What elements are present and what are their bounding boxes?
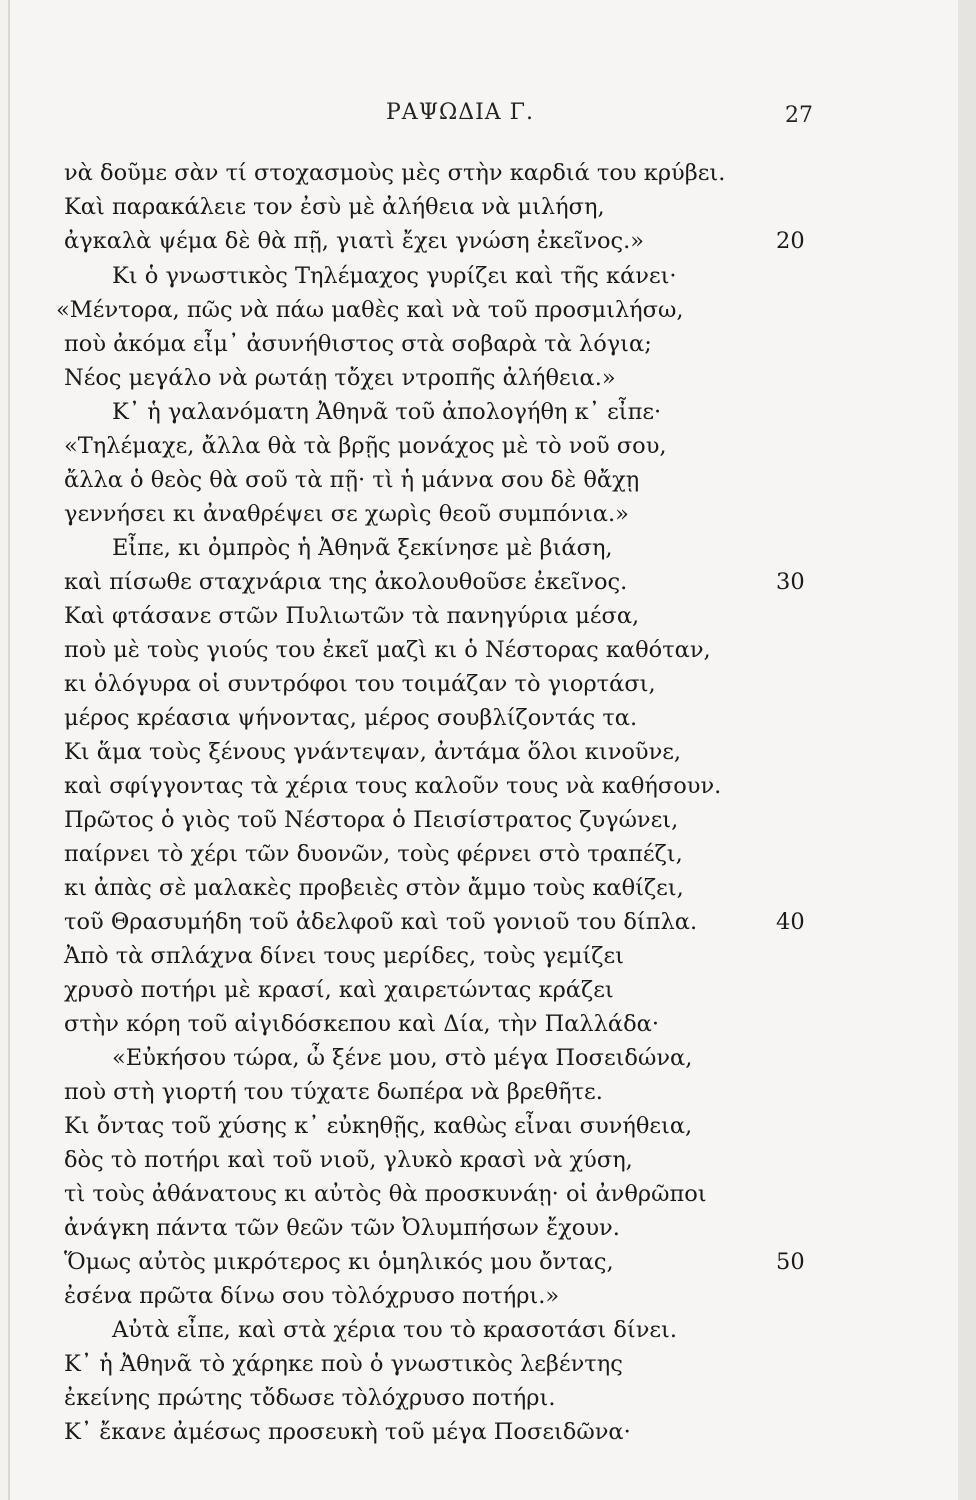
line-number: 30 bbox=[776, 569, 805, 595]
verse-line: Πρῶτος ὁ γιὸς τοῦ Νέστορα ὁ Πεισίστρατος ζυγώνει, bbox=[64, 807, 679, 833]
verse-line: παίρνει τὸ χέρι τῶν δυονῶν, τοὺς φέρνει στὸ τραπέζι, bbox=[64, 841, 683, 867]
verse-line: Κι ὄντας τοῦ χύσης κ᾿ εὐκηθῇς, καθὼς εἶναι συνήθεια, bbox=[64, 1113, 693, 1139]
verse-line: Κ᾿ ἡ Ἀθηνᾶ τὸ χάρηκε ποὺ ὁ γνωστικὸς λεβέντης bbox=[64, 1351, 623, 1377]
verse-line: κι ἀπὰς σὲ μαλακὲς προβειὲς στὸν ἄμμο τοὺς καθίζει, bbox=[64, 875, 684, 901]
verse-line: Κ᾿ ἡ γαλανόματη Ἀθηνᾶ τοῦ ἀπολογήθη κ᾿ εἶπε· bbox=[112, 399, 662, 425]
verse-line: Καὶ παρακάλειε τον ἐσὺ μὲ ἀλήθεια νὰ μιλήση, bbox=[64, 194, 605, 220]
running-header-title: ΡΑΨΩΔΙΑ Γ. bbox=[386, 100, 534, 125]
verse-line: γεννήσει κι ἀναθρέψει σε χωρὶς θεοῦ συμπόνια.» bbox=[64, 501, 629, 527]
verse-line: ἐκείνης πρώτης τὄδωσε τὸλόχρυσο ποτήρι. bbox=[64, 1385, 556, 1411]
verse-line: ἐσένα πρῶτα δίνω σου τὸλόχρυσο ποτήρι.» bbox=[64, 1283, 560, 1309]
verse-line: νὰ δοῦμε σὰν τί στοχασμοὺς μὲς στὴν καρδιά του κρύβει. bbox=[64, 160, 726, 186]
line-number: 20 bbox=[776, 228, 805, 254]
verse-line: καὶ πίσωθε σταχνάρια της ἀκολουθοῦσε ἐκεῖνος. bbox=[64, 569, 628, 595]
verse-line: «Τηλέμαχε, ἄλλα θὰ τὰ βρῇς μονάχος μὲ τὸ νοῦ σου, bbox=[64, 433, 667, 459]
verse-line: Αὐτὰ εἶπε, καὶ στὰ χέρια του τὸ κρασοτάσι δίνει. bbox=[112, 1317, 678, 1343]
verse-line: Κι ὁ γνωστικὸς Τηλέμαχος γυρίζει καὶ τῆς κάνει· bbox=[112, 263, 677, 289]
verse-line: ἄλλα ὁ θεὸς θὰ σοῦ τὰ πῇ· τὶ ἡ μάννα σου δὲ θἄχῃ bbox=[64, 467, 640, 493]
verse-line: Καὶ φτάσανε στῶν Πυλιωτῶν τὰ πανηγύρια μέσα, bbox=[64, 603, 640, 629]
verse-line: Ὅμως αὐτὸς μικρότερος κι ὁμηλικός μου ὄντας, bbox=[64, 1249, 614, 1275]
verse-line: ποὺ στὴ γιορτή του τύχατε δωπέρα νὰ βρεθῆτε. bbox=[64, 1079, 603, 1105]
page-number: 27 bbox=[785, 103, 813, 128]
line-number: 40 bbox=[776, 909, 805, 935]
verse-line: Εἶπε, κι ὀμπρὸς ἡ Ἀθηνᾶ ξεκίνησε μὲ βιάση, bbox=[112, 535, 613, 561]
verse-line: χρυσὸ ποτήρι μὲ κρασί, καὶ χαιρετώντας κράζει bbox=[64, 977, 614, 1003]
verse-line: ἀγκαλὰ ψέμα δὲ θὰ πῇ, γιατὶ ἔχει γνώση ἐκεῖνος.» bbox=[64, 228, 645, 254]
verse-line: τὶ τοὺς ἀθάνατους κι αὐτὸς θὰ προσκυνάῃ· οἱ ἀνθρῶποι bbox=[64, 1181, 707, 1207]
verse-line: Ἀπὸ τὰ σπλάχνα δίνει τους μερίδες, τοὺς γεμίζει bbox=[64, 943, 624, 969]
verse-line: καὶ σφίγγοντας τὰ χέρια τους καλοῦν τους νὰ καθήσουν. bbox=[64, 773, 722, 799]
verse-line: ἀνάγκη πάντα τῶν θεῶν τῶν Ὀλυμπήσων ἔχουν. bbox=[64, 1215, 620, 1241]
verse-line: ποὺ ἀκόμα εἶμ᾿ ἀσυνήθιστος στὰ σοβαρὰ τὰ λόγια; bbox=[64, 331, 652, 357]
verse-line: ποὺ μὲ τοὺς γιούς του ἐκεῖ μαζὶ κι ὁ Νέστορας καθόταν, bbox=[64, 637, 711, 663]
verse-line: κι ὁλόγυρα οἱ συντρόφοι του τοιμάζαν τὸ γιορτάσι, bbox=[64, 671, 656, 697]
verse-line: Κ᾿ ἔκανε ἀμέσως προσευκὴ τοῦ μέγα Ποσειδῶνα· bbox=[64, 1419, 631, 1445]
verse-line: Κι ἅμα τοὺς ξένους γνάντεψαν, ἀντάμα ὅλοι κινοῦνε, bbox=[64, 739, 682, 765]
verse-line: τοῦ Θρασυμήδη τοῦ ἀδελφοῦ καὶ τοῦ γονιοῦ του δίπλα. bbox=[64, 909, 698, 935]
verse-line: «Μέντορα, πῶς νὰ πάω μαθὲς καὶ νὰ τοῦ προσμιλήσω, bbox=[56, 297, 684, 323]
verse-line: στὴν κόρη τοῦ αἰγιδόσκεπου καὶ Δία, τὴν Παλλάδα· bbox=[64, 1011, 660, 1037]
verse-line: μέρος κρέασια ψήνοντας, μέρος σουβλίζοντάς τα. bbox=[64, 705, 638, 731]
verse-line: δὸς τὸ ποτήρι καὶ τοῦ νιοῦ, γλυκὸ κρασὶ νὰ χύση, bbox=[64, 1147, 633, 1173]
verse-line: Νέος μεγάλο νὰ ρωτάῃ τὄχει ντροπῆς ἀλήθεια.» bbox=[64, 365, 616, 391]
line-number: 50 bbox=[776, 1249, 805, 1275]
verse-line: «Εὐκήσου τώρα, ὦ ξένε μου, στὸ μέγα Ποσειδώνα, bbox=[112, 1045, 693, 1071]
